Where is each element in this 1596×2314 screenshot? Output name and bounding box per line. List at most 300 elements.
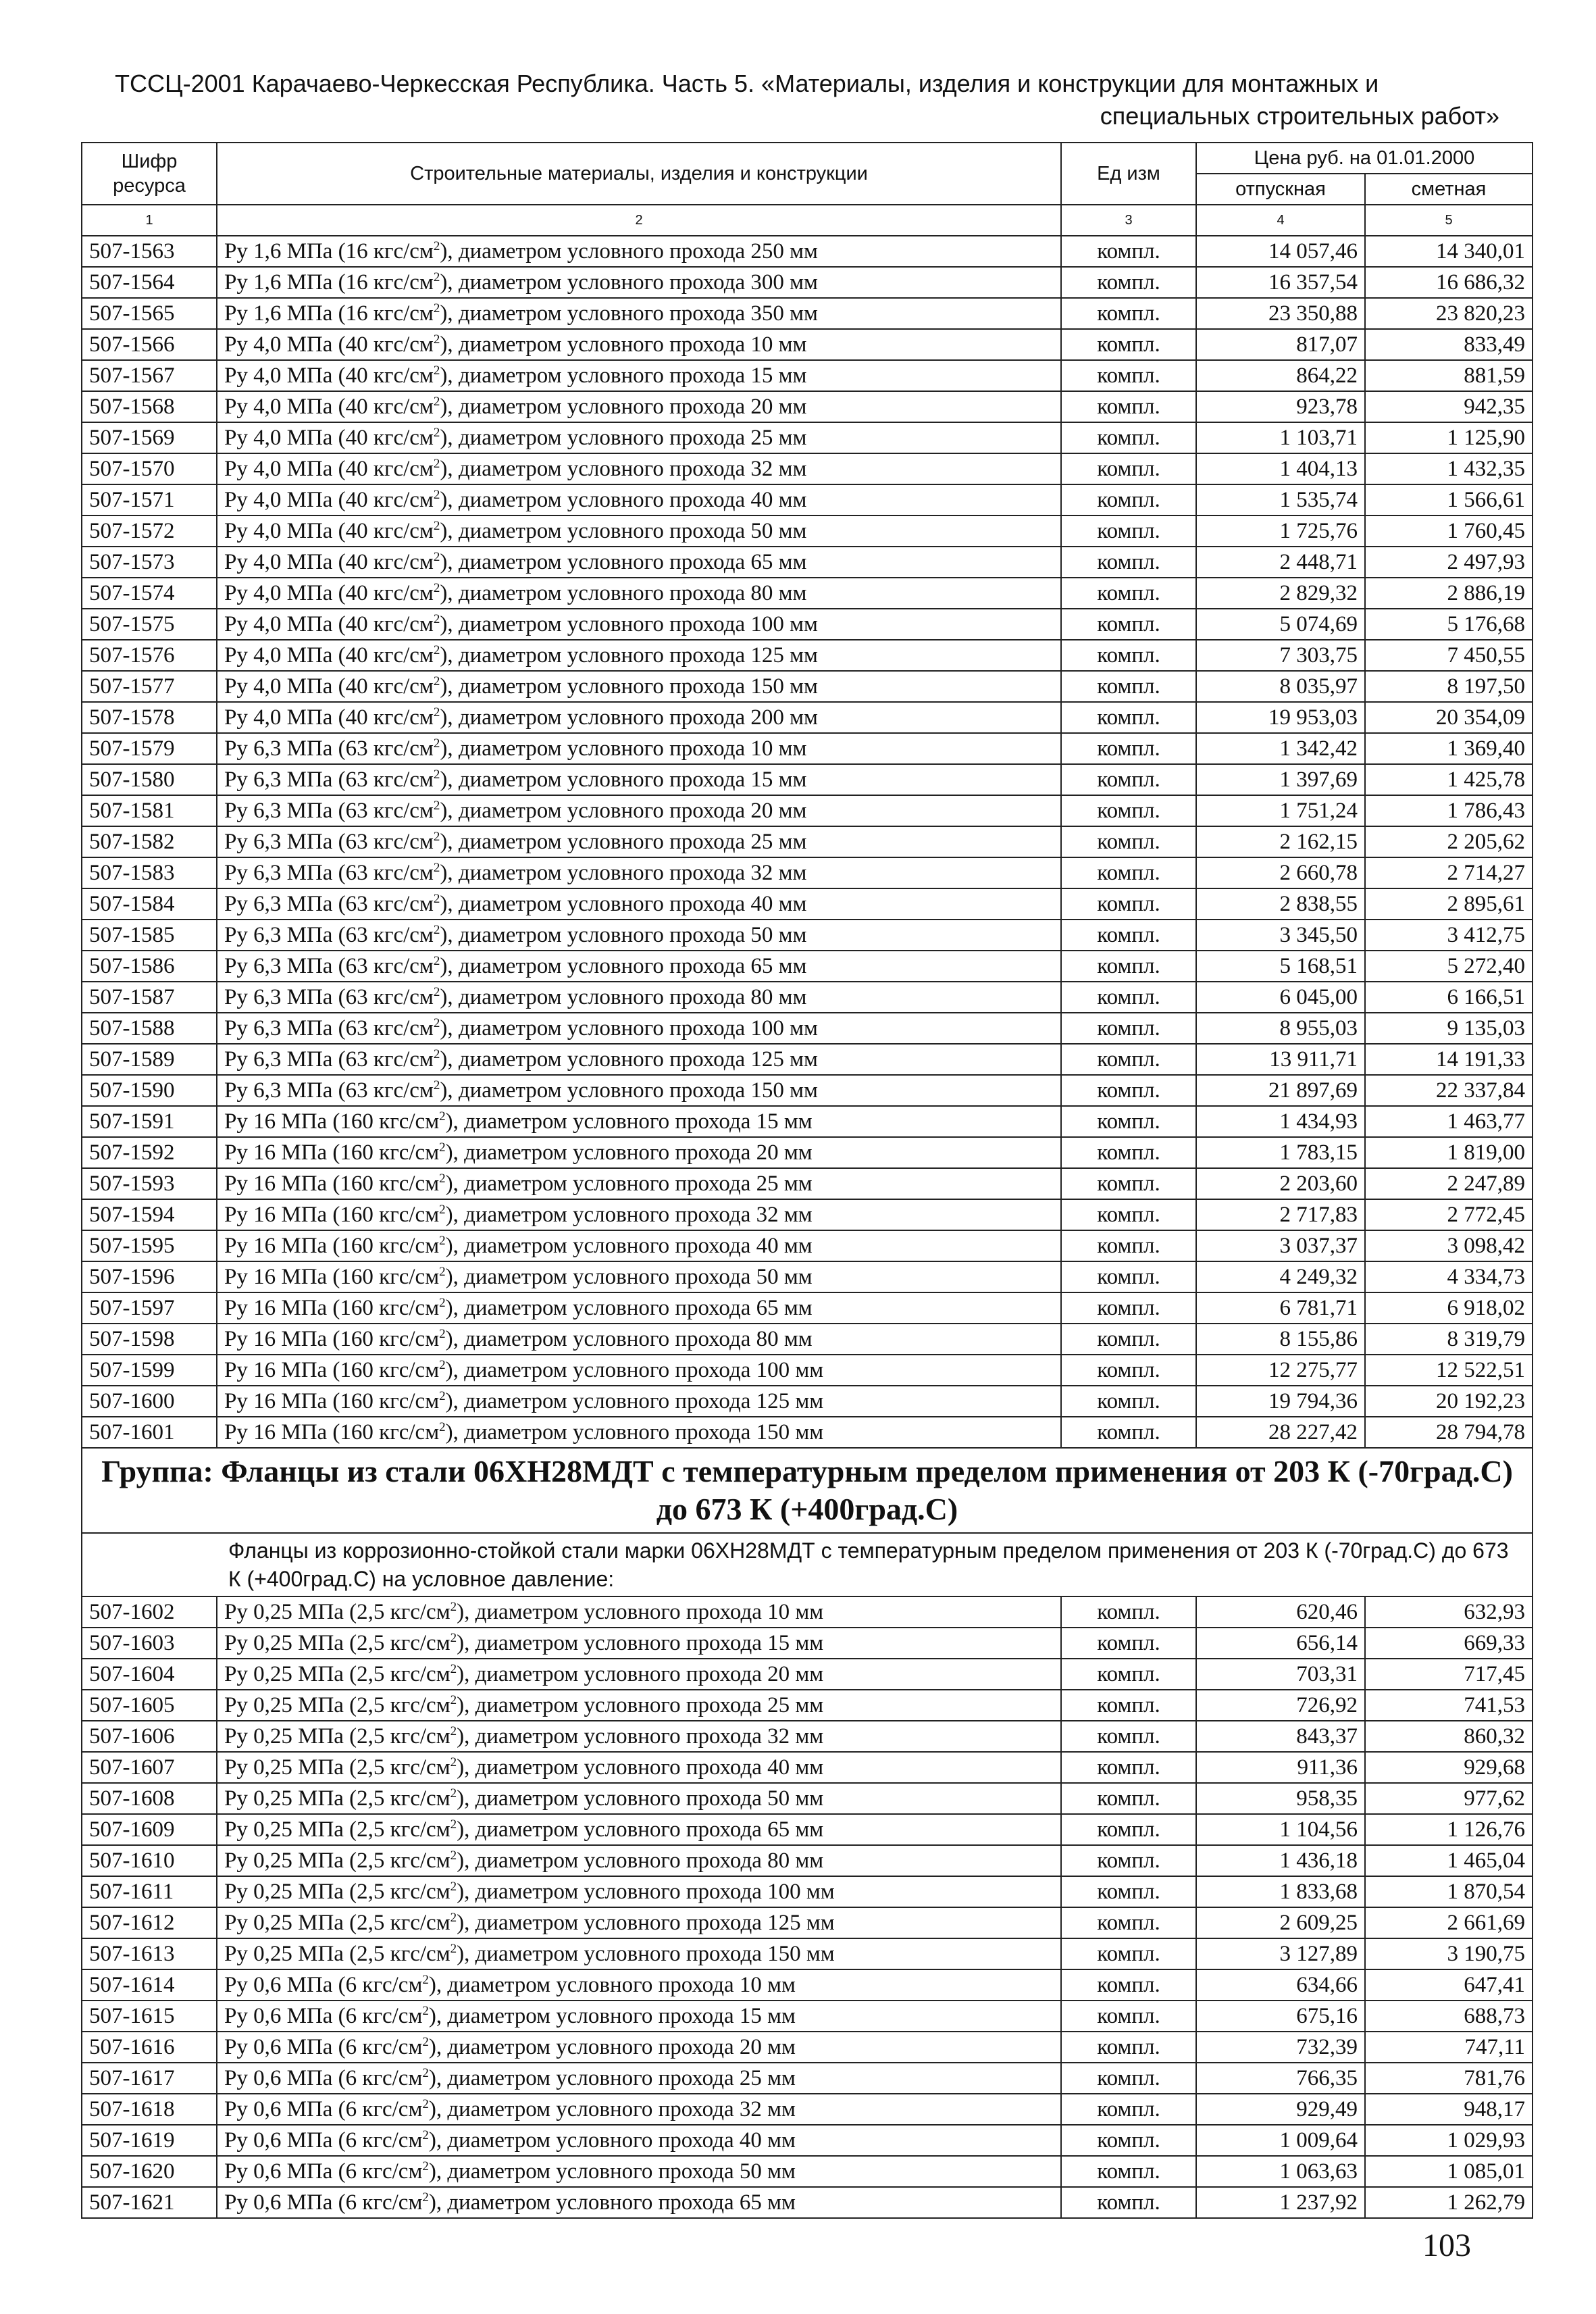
unit: компл. bbox=[1061, 1137, 1196, 1168]
resource-name-text: Ру 4,0 МПа (40 кгс/см bbox=[224, 332, 434, 357]
col-header-price-group: Цена руб. на 01.01.2000 bbox=[1196, 143, 1533, 174]
superscript: 2 bbox=[450, 1942, 457, 1956]
estimate-price: 632,93 bbox=[1365, 1596, 1533, 1628]
table-row bbox=[82, 671, 1533, 702]
resource-name-text: ), диаметром условного прохода 50 мм bbox=[428, 2159, 796, 2184]
release-price: 911,36 bbox=[1196, 1752, 1365, 1783]
superscript: 2 bbox=[433, 830, 440, 844]
resource-name bbox=[217, 1168, 1061, 1199]
resource-name bbox=[217, 360, 1061, 391]
release-price: 23 350,88 bbox=[1196, 298, 1365, 329]
resource-name-text: ), диаметром условного прохода 40 мм bbox=[445, 1234, 813, 1258]
estimate-price: 28 794,78 bbox=[1365, 1417, 1533, 1448]
table-row bbox=[82, 578, 1533, 609]
resource-name-text: Ру 0,25 МПа (2,5 кгс/см bbox=[224, 1662, 451, 1686]
col-number: 2 bbox=[217, 205, 1061, 236]
resource-name-text: ), диаметром условного прохода 100 мм bbox=[445, 1358, 824, 1382]
superscript: 2 bbox=[439, 1234, 446, 1248]
estimate-price: 12 522,51 bbox=[1365, 1355, 1533, 1386]
unit: компл. bbox=[1061, 1845, 1196, 1876]
resource-code: 507-1595 bbox=[82, 1230, 217, 1261]
superscript: 2 bbox=[433, 550, 440, 564]
release-price: 3 127,89 bbox=[1196, 1938, 1365, 1969]
resource-name-text: ), диаметром условного прохода 20 мм bbox=[428, 2035, 796, 2059]
estimate-price: 3 412,75 bbox=[1365, 920, 1533, 951]
col-number: 4 bbox=[1196, 205, 1365, 236]
estimate-price: 2 497,93 bbox=[1365, 547, 1533, 578]
table-row bbox=[82, 2032, 1533, 2063]
resource-name bbox=[217, 2156, 1061, 2187]
resource-name bbox=[217, 1075, 1061, 1106]
resource-name bbox=[217, 1137, 1061, 1168]
resource-name bbox=[217, 515, 1061, 547]
resource-code: 507-1585 bbox=[82, 920, 217, 951]
resource-name-text: ), диаметром условного прохода 100 мм bbox=[440, 612, 818, 636]
resource-name-text: ), диаметром условного прохода 25 мм bbox=[428, 2066, 796, 2090]
resource-code: 507-1589 bbox=[82, 1044, 217, 1075]
estimate-price: 6 166,51 bbox=[1365, 982, 1533, 1013]
resource-name bbox=[217, 2001, 1061, 2032]
table-row bbox=[82, 484, 1533, 515]
estimate-price: 20 192,23 bbox=[1365, 1386, 1533, 1417]
unit: компл. bbox=[1061, 609, 1196, 640]
resource-name bbox=[217, 1783, 1061, 1814]
col-number: 5 bbox=[1365, 205, 1533, 236]
unit: компл. bbox=[1061, 2094, 1196, 2125]
unit: компл. bbox=[1061, 920, 1196, 951]
estimate-price: 717,45 bbox=[1365, 1659, 1533, 1690]
resource-code: 507-1582 bbox=[82, 826, 217, 857]
resource-code: 507-1579 bbox=[82, 733, 217, 764]
resource-name-text: Ру 6,3 МПа (63 кгс/см bbox=[224, 892, 434, 916]
unit: компл. bbox=[1061, 888, 1196, 920]
resource-name-text: ), диаметром условного прохода 100 мм bbox=[457, 1880, 835, 1904]
release-price: 2 203,60 bbox=[1196, 1168, 1365, 1199]
resource-name-text: ), диаметром условного прохода 100 мм bbox=[440, 1016, 818, 1040]
resource-name bbox=[217, 2125, 1061, 2156]
resource-name-text: ), диаметром условного прохода 50 мм bbox=[457, 1786, 824, 1811]
resource-code: 507-1577 bbox=[82, 671, 217, 702]
table-row bbox=[82, 1199, 1533, 1230]
resource-code: 507-1566 bbox=[82, 329, 217, 360]
resource-name-text: ), диаметром условного прохода 32 мм bbox=[457, 1724, 824, 1749]
unit: компл. bbox=[1061, 1106, 1196, 1137]
table-row bbox=[82, 1324, 1533, 1355]
resource-name-text: ), диаметром условного прохода 15 мм bbox=[440, 768, 807, 792]
superscript: 2 bbox=[433, 301, 440, 316]
release-price: 6 045,00 bbox=[1196, 982, 1365, 1013]
resource-code: 507-1591 bbox=[82, 1106, 217, 1137]
superscript: 2 bbox=[450, 1662, 457, 1676]
resource-name bbox=[217, 826, 1061, 857]
resource-name bbox=[217, 484, 1061, 515]
col-header-release-price: отпускная bbox=[1196, 174, 1365, 205]
superscript: 2 bbox=[422, 2097, 429, 2111]
resource-name bbox=[217, 1907, 1061, 1938]
resource-name-text: ), диаметром условного прохода 15 мм bbox=[428, 2004, 796, 2028]
resource-name-text: ), диаметром условного прохода 80 мм bbox=[457, 1848, 824, 1873]
resource-name-text: Ру 16 МПа (160 кгс/см bbox=[224, 1203, 440, 1227]
page-header bbox=[81, 68, 1499, 132]
resource-code: 507-1598 bbox=[82, 1324, 217, 1355]
release-price: 766,35 bbox=[1196, 2063, 1365, 2094]
superscript: 2 bbox=[439, 1265, 446, 1279]
estimate-price: 3 098,42 bbox=[1365, 1230, 1533, 1261]
unit: компл. bbox=[1061, 484, 1196, 515]
release-price: 2 660,78 bbox=[1196, 857, 1365, 888]
release-price: 19 794,36 bbox=[1196, 1386, 1365, 1417]
release-price: 1 535,74 bbox=[1196, 484, 1365, 515]
resource-name bbox=[217, 2187, 1061, 2218]
resource-name-text: Ру 4,0 МПа (40 кгс/см bbox=[224, 705, 434, 730]
table-row bbox=[82, 2001, 1533, 2032]
resource-name bbox=[217, 1659, 1061, 1690]
unit: компл. bbox=[1061, 2156, 1196, 2187]
unit: компл. bbox=[1061, 267, 1196, 298]
resource-name-text: Ру 0,6 МПа (6 кгс/см bbox=[224, 1973, 423, 1997]
table-row bbox=[82, 1386, 1533, 1417]
resource-name-text: Ру 0,25 МПа (2,5 кгс/см bbox=[224, 1600, 451, 1624]
table-row bbox=[82, 515, 1533, 547]
superscript: 2 bbox=[433, 1016, 440, 1030]
estimate-price: 860,32 bbox=[1365, 1721, 1533, 1752]
superscript: 2 bbox=[433, 332, 440, 347]
estimate-price: 22 337,84 bbox=[1365, 1075, 1533, 1106]
resource-name bbox=[217, 795, 1061, 826]
release-price: 13 911,71 bbox=[1196, 1044, 1365, 1075]
table-row bbox=[82, 1876, 1533, 1907]
unit: компл. bbox=[1061, 951, 1196, 982]
table-row bbox=[82, 391, 1533, 422]
release-price: 1 434,93 bbox=[1196, 1106, 1365, 1137]
release-price: 634,66 bbox=[1196, 1969, 1365, 2001]
col-header-name: Строительные материалы, изделия и конструкции bbox=[217, 143, 1061, 205]
unit: компл. bbox=[1061, 795, 1196, 826]
resource-name-text: Ру 4,0 МПа (40 кгс/см bbox=[224, 550, 434, 574]
unit: компл. bbox=[1061, 826, 1196, 857]
release-price: 675,16 bbox=[1196, 2001, 1365, 2032]
resource-name bbox=[217, 1596, 1061, 1628]
unit: компл. bbox=[1061, 1907, 1196, 1938]
resource-name-text: Ру 4,0 МПа (40 кгс/см bbox=[224, 363, 434, 388]
resource-name-text: Ру 0,25 МПа (2,5 кгс/см bbox=[224, 1755, 451, 1780]
table-row bbox=[82, 1845, 1533, 1876]
table-row bbox=[82, 1355, 1533, 1386]
resource-code: 507-1610 bbox=[82, 1845, 217, 1876]
table-row bbox=[82, 1814, 1533, 1845]
release-price: 2 162,15 bbox=[1196, 826, 1365, 857]
estimate-price: 1 465,04 bbox=[1365, 1845, 1533, 1876]
resource-name-text: ), диаметром условного прохода 40 мм bbox=[428, 2128, 796, 2153]
release-price: 726,92 bbox=[1196, 1690, 1365, 1721]
superscript: 2 bbox=[422, 2004, 429, 2018]
resource-name-text: ), диаметром условного прохода 65 мм bbox=[445, 1296, 813, 1320]
table-row bbox=[82, 702, 1533, 733]
resource-name-text: ), диаметром условного прохода 32 мм bbox=[440, 861, 807, 885]
resource-name-text: ), диаметром условного прохода 40 мм bbox=[440, 892, 807, 916]
unit: компл. bbox=[1061, 547, 1196, 578]
table-row bbox=[82, 1417, 1533, 1448]
estimate-price: 1 463,77 bbox=[1365, 1106, 1533, 1137]
table-row bbox=[82, 2187, 1533, 2218]
estimate-price: 1 566,61 bbox=[1365, 484, 1533, 515]
unit: компл. bbox=[1061, 422, 1196, 453]
resource-name-text: ), диаметром условного прохода 125 мм bbox=[440, 1047, 818, 1072]
table-row bbox=[82, 360, 1533, 391]
resource-name-text: ), диаметром условного прохода 50 мм bbox=[445, 1265, 813, 1289]
resource-code: 507-1599 bbox=[82, 1355, 217, 1386]
superscript: 2 bbox=[439, 1327, 446, 1341]
estimate-price: 781,76 bbox=[1365, 2063, 1533, 2094]
resource-name-text: ), диаметром условного прохода 150 мм bbox=[440, 674, 818, 699]
resource-name-text: ), диаметром условного прохода 20 мм bbox=[457, 1662, 824, 1686]
superscript: 2 bbox=[433, 1078, 440, 1092]
resource-name-text: Ру 0,6 МПа (6 кгс/см bbox=[224, 2128, 423, 2153]
table-row bbox=[82, 422, 1533, 453]
resource-code: 507-1587 bbox=[82, 982, 217, 1013]
table-row bbox=[82, 267, 1533, 298]
resource-name bbox=[217, 2063, 1061, 2094]
release-price: 8 035,97 bbox=[1196, 671, 1365, 702]
resource-name bbox=[217, 422, 1061, 453]
resource-code: 507-1617 bbox=[82, 2063, 217, 2094]
table-row bbox=[82, 795, 1533, 826]
release-price: 5 168,51 bbox=[1196, 951, 1365, 982]
table-row bbox=[82, 2063, 1533, 2094]
resource-name-text: Ру 0,25 МПа (2,5 кгс/см bbox=[224, 1693, 451, 1717]
superscript: 2 bbox=[439, 1358, 446, 1372]
resource-name-text: Ру 0,25 МПа (2,5 кгс/см bbox=[224, 1786, 451, 1811]
superscript: 2 bbox=[433, 1047, 440, 1061]
resource-name-text: ), диаметром условного прохода 65 мм bbox=[440, 550, 807, 574]
resource-name-text: ), диаметром условного прохода 32 мм bbox=[445, 1203, 813, 1227]
table-row bbox=[82, 2125, 1533, 2156]
resource-name bbox=[217, 764, 1061, 795]
unit: компл. bbox=[1061, 1075, 1196, 1106]
resource-name-text: ), диаметром условного прохода 25 мм bbox=[440, 426, 807, 450]
unit: компл. bbox=[1061, 1596, 1196, 1628]
release-price: 1 397,69 bbox=[1196, 764, 1365, 795]
estimate-price: 4 334,73 bbox=[1365, 1261, 1533, 1292]
resource-name-text: ), диаметром условного прохода 125 мм bbox=[440, 643, 818, 668]
estimate-price: 1 819,00 bbox=[1365, 1137, 1533, 1168]
release-price: 2 829,32 bbox=[1196, 578, 1365, 609]
resource-code: 507-1565 bbox=[82, 298, 217, 329]
release-price: 8 955,03 bbox=[1196, 1013, 1365, 1044]
release-price: 1 833,68 bbox=[1196, 1876, 1365, 1907]
unit: компл. bbox=[1061, 982, 1196, 1013]
table-row bbox=[82, 857, 1533, 888]
resource-name bbox=[217, 1106, 1061, 1137]
table-row bbox=[82, 453, 1533, 484]
resource-name-text: Ру 4,0 МПа (40 кгс/см bbox=[224, 674, 434, 699]
unit: компл. bbox=[1061, 764, 1196, 795]
estimate-price: 833,49 bbox=[1365, 329, 1533, 360]
table-row bbox=[82, 1261, 1533, 1292]
resource-code: 507-1586 bbox=[82, 951, 217, 982]
superscript: 2 bbox=[433, 363, 440, 378]
estimate-price: 16 686,32 bbox=[1365, 267, 1533, 298]
resource-name bbox=[217, 640, 1061, 671]
table-row bbox=[82, 1690, 1533, 1721]
unit: компл. bbox=[1061, 1168, 1196, 1199]
resource-code: 507-1588 bbox=[82, 1013, 217, 1044]
resource-name bbox=[217, 1292, 1061, 1324]
release-price: 1 342,42 bbox=[1196, 733, 1365, 764]
resource-name-text: Ру 6,3 МПа (63 кгс/см bbox=[224, 736, 434, 761]
resource-name-text: ), диаметром условного прохода 65 мм bbox=[457, 1817, 824, 1842]
superscript: 2 bbox=[439, 1203, 446, 1217]
header-title-line-2: специальных строительных работ» bbox=[1100, 102, 1499, 130]
resource-name-text: Ру 6,3 МПа (63 кгс/см bbox=[224, 799, 434, 823]
unit: компл. bbox=[1061, 1324, 1196, 1355]
release-price: 1 063,63 bbox=[1196, 2156, 1365, 2187]
resource-name-text: Ру 16 МПа (160 кгс/см bbox=[224, 1327, 440, 1351]
resource-name-text: Ру 0,25 МПа (2,5 кгс/см bbox=[224, 1631, 451, 1655]
resource-name-text: ), диаметром условного прохода 125 мм bbox=[445, 1389, 824, 1413]
resource-name bbox=[217, 1386, 1061, 1417]
group-description: Фланцы из коррозионно-стойкой стали марки 06ХН28МДТ с температурным пределом применения от 203 К (-70град.С) до 673 К (+400град.С) на условное давление: bbox=[82, 1533, 1533, 1596]
resource-name bbox=[217, 1938, 1061, 1969]
resource-name-text: ), диаметром условного прохода 50 мм bbox=[440, 519, 807, 543]
resource-code: 507-1597 bbox=[82, 1292, 217, 1324]
resource-code: 507-1581 bbox=[82, 795, 217, 826]
col-number: 1 bbox=[82, 205, 217, 236]
release-price: 958,35 bbox=[1196, 1783, 1365, 1814]
estimate-price: 6 918,02 bbox=[1365, 1292, 1533, 1324]
release-price: 6 781,71 bbox=[1196, 1292, 1365, 1324]
superscript: 2 bbox=[433, 426, 440, 440]
group-heading-row bbox=[82, 1448, 1533, 1533]
resource-code: 507-1601 bbox=[82, 1417, 217, 1448]
table-row bbox=[82, 2094, 1533, 2125]
unit: компл. bbox=[1061, 2001, 1196, 2032]
estimate-price: 1 262,79 bbox=[1365, 2187, 1533, 2218]
release-price: 817,07 bbox=[1196, 329, 1365, 360]
estimate-price: 977,62 bbox=[1365, 1783, 1533, 1814]
resource-name-text: ), диаметром условного прохода 150 мм bbox=[440, 1078, 818, 1103]
resource-name bbox=[217, 298, 1061, 329]
resource-name-text: ), диаметром условного прохода 65 мм bbox=[428, 2190, 796, 2215]
release-price: 12 275,77 bbox=[1196, 1355, 1365, 1386]
estimate-price: 1 125,90 bbox=[1365, 422, 1533, 453]
estimate-price: 2 661,69 bbox=[1365, 1907, 1533, 1938]
table-body-section-1 bbox=[82, 236, 1533, 1448]
resource-name-text: ), диаметром условного прохода 25 мм bbox=[457, 1693, 824, 1717]
resource-name-text: ), диаметром условного прохода 10 мм bbox=[457, 1600, 824, 1624]
superscript: 2 bbox=[433, 674, 440, 688]
resource-name-text: Ру 0,25 МПа (2,5 кгс/см bbox=[224, 1911, 451, 1935]
resource-name bbox=[217, 453, 1061, 484]
resource-name-text: Ру 0,6 МПа (6 кгс/см bbox=[224, 2159, 423, 2184]
estimate-price: 3 190,75 bbox=[1365, 1938, 1533, 1969]
resource-code: 507-1613 bbox=[82, 1938, 217, 1969]
resource-code: 507-1583 bbox=[82, 857, 217, 888]
table-row bbox=[82, 1137, 1533, 1168]
resource-name-text: Ру 4,0 МПа (40 кгс/см bbox=[224, 581, 434, 605]
resource-name-text: Ру 1,6 МПа (16 кгс/см bbox=[224, 301, 434, 326]
resource-name-text: Ру 4,0 МПа (40 кгс/см bbox=[224, 612, 434, 636]
unit: компл. bbox=[1061, 1721, 1196, 1752]
resource-code: 507-1604 bbox=[82, 1659, 217, 1690]
resource-name-text: ), диаметром условного прохода 10 мм bbox=[440, 332, 807, 357]
unit: компл. bbox=[1061, 391, 1196, 422]
resource-name-text: Ру 0,6 МПа (6 кгс/см bbox=[224, 2097, 423, 2121]
resource-name bbox=[217, 236, 1061, 267]
estimate-price: 1 870,54 bbox=[1365, 1876, 1533, 1907]
unit: компл. bbox=[1061, 702, 1196, 733]
unit: компл. bbox=[1061, 2187, 1196, 2218]
resource-name-text: Ру 0,6 МПа (6 кгс/см bbox=[224, 2066, 423, 2090]
resource-name bbox=[217, 547, 1061, 578]
resource-name-text: ), диаметром условного прохода 32 мм bbox=[440, 457, 807, 481]
unit: компл. bbox=[1061, 1690, 1196, 1721]
estimate-price: 881,59 bbox=[1365, 360, 1533, 391]
estimate-price: 9 135,03 bbox=[1365, 1013, 1533, 1044]
release-price: 1 103,71 bbox=[1196, 422, 1365, 453]
superscript: 2 bbox=[439, 1296, 446, 1310]
release-price: 21 897,69 bbox=[1196, 1075, 1365, 1106]
resource-name bbox=[217, 1230, 1061, 1261]
superscript: 2 bbox=[433, 892, 440, 906]
table-row bbox=[82, 1752, 1533, 1783]
unit: компл. bbox=[1061, 1261, 1196, 1292]
resource-name-text: Ру 16 МПа (160 кгс/см bbox=[224, 1265, 440, 1289]
resource-name bbox=[217, 1876, 1061, 1907]
table-row bbox=[82, 329, 1533, 360]
resource-code: 507-1600 bbox=[82, 1386, 217, 1417]
table-row bbox=[82, 236, 1533, 267]
release-price: 620,46 bbox=[1196, 1596, 1365, 1628]
resource-code: 507-1569 bbox=[82, 422, 217, 453]
resource-name-text: ), диаметром условного прохода 15 мм bbox=[457, 1631, 824, 1655]
resource-code: 507-1570 bbox=[82, 453, 217, 484]
resource-name-text: Ру 1,6 МПа (16 кгс/см bbox=[224, 270, 434, 295]
resource-name-text: Ру 16 МПа (160 кгс/см bbox=[224, 1140, 440, 1165]
resource-name-text: ), диаметром условного прохода 125 мм bbox=[457, 1911, 835, 1935]
release-price: 8 155,86 bbox=[1196, 1324, 1365, 1355]
superscript: 2 bbox=[422, 2128, 429, 2142]
resource-name-text: Ру 0,25 МПа (2,5 кгс/см bbox=[224, 1942, 451, 1966]
release-price: 1 436,18 bbox=[1196, 1845, 1365, 1876]
superscript: 2 bbox=[450, 1786, 457, 1801]
estimate-price: 688,73 bbox=[1365, 2001, 1533, 2032]
resource-code: 507-1572 bbox=[82, 515, 217, 547]
release-price: 2 609,25 bbox=[1196, 1907, 1365, 1938]
resource-name-text: Ру 16 МПа (160 кгс/см bbox=[224, 1420, 440, 1444]
resource-code: 507-1615 bbox=[82, 2001, 217, 2032]
unit: компл. bbox=[1061, 236, 1196, 267]
resource-name-text: Ру 0,25 МПа (2,5 кгс/см bbox=[224, 1724, 451, 1749]
resource-code: 507-1614 bbox=[82, 1969, 217, 2001]
col-header-estimate-price: сметная bbox=[1365, 174, 1533, 205]
resource-name-text: Ру 16 МПа (160 кгс/см bbox=[224, 1172, 440, 1196]
estimate-price: 942,35 bbox=[1365, 391, 1533, 422]
resource-name-text: Ру 4,0 МПа (40 кгс/см bbox=[224, 395, 434, 419]
estimate-price: 2 205,62 bbox=[1365, 826, 1533, 857]
estimate-price: 647,41 bbox=[1365, 1969, 1533, 2001]
superscript: 2 bbox=[433, 612, 440, 626]
release-price: 28 227,42 bbox=[1196, 1417, 1365, 1448]
resource-name-text: ), диаметром условного прохода 25 мм bbox=[440, 830, 807, 854]
resource-code: 507-1564 bbox=[82, 267, 217, 298]
resource-name-text: ), диаметром условного прохода 10 мм bbox=[440, 736, 807, 761]
resource-name bbox=[217, 2094, 1061, 2125]
unit: компл. bbox=[1061, 1659, 1196, 1690]
resource-name-text: ), диаметром условного прохода 80 мм bbox=[440, 581, 807, 605]
resource-name-text: Ру 6,3 МПа (63 кгс/см bbox=[224, 1016, 434, 1040]
estimate-price: 1 029,93 bbox=[1365, 2125, 1533, 2156]
